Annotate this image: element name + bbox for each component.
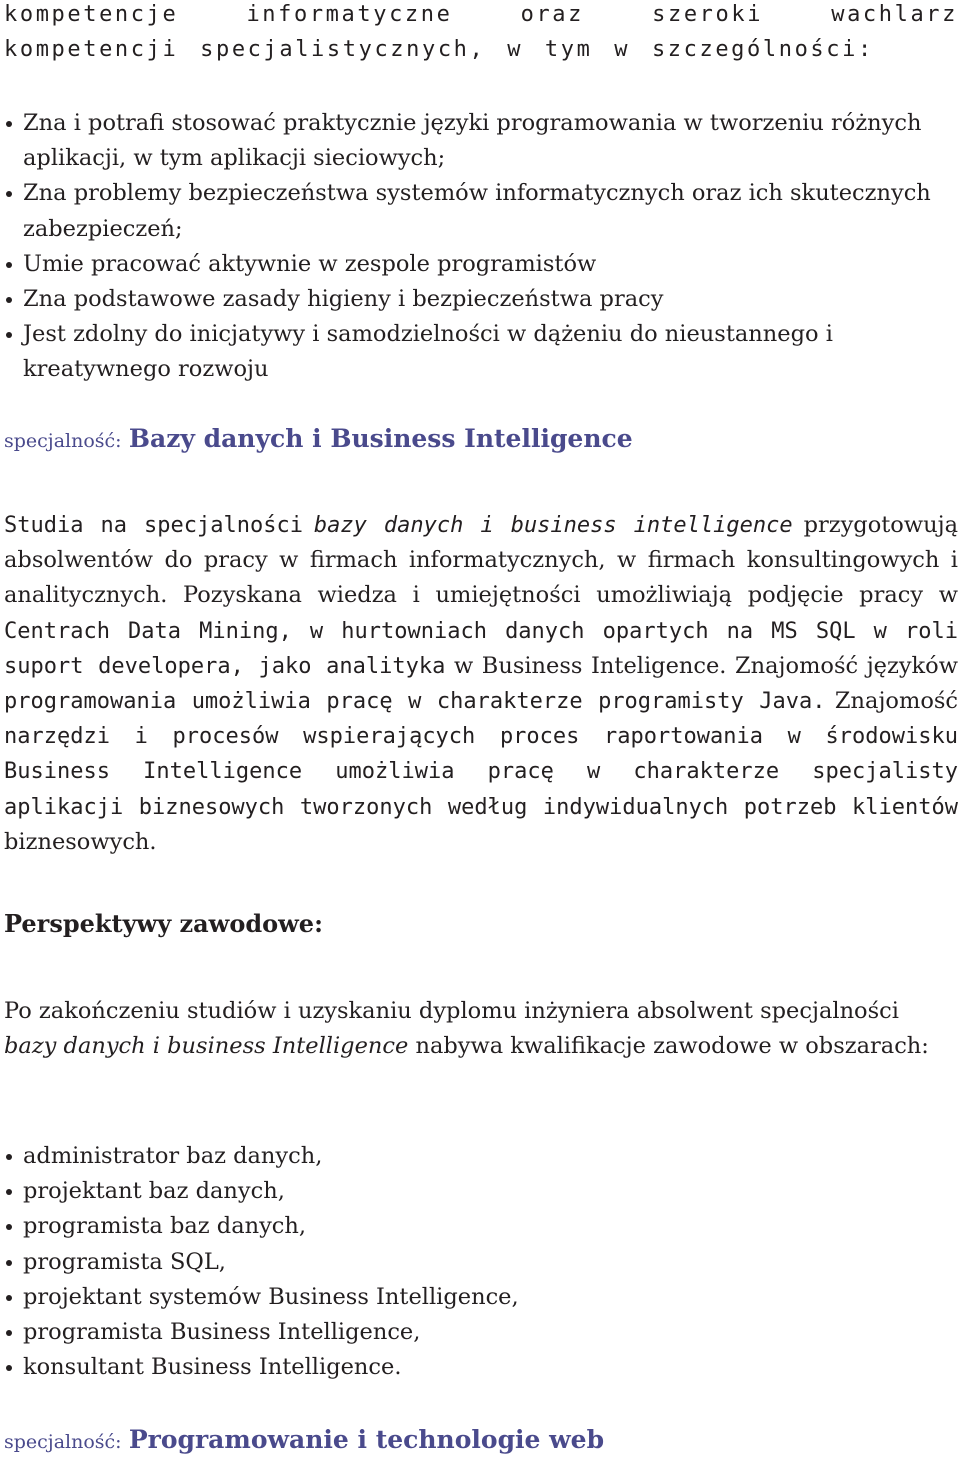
description-paragraph bbox=[4, 508, 958, 860]
specialization-prefix: specjalność: bbox=[4, 1431, 122, 1453]
list-item: programista SQL, bbox=[4, 1245, 958, 1280]
description-italic: bazy danych i business intelligence bbox=[313, 513, 793, 538]
description-part5: Znajomość bbox=[834, 688, 959, 715]
description-part6: narzędzi i procesów wspierających proces raportowania w środowisku Business Intelligence umożliwia pracę w charakterze specjalisty aplikacji biznesowych tworzonych według indywidualnych potrzeb klientów bbox=[4, 724, 958, 820]
intro-paragraph: kompetencje informatyczne oraz szeroki wachlarz kompetencji specjalistycznych, w tym w szczególności: bbox=[4, 2, 958, 62]
list-item: konsultant Business Intelligence. bbox=[4, 1350, 958, 1385]
perspectives-italic: bazy danych i business Intelligence bbox=[4, 1033, 409, 1060]
description-part7: biznesowych. bbox=[4, 828, 157, 855]
description-part4: programowania umożliwia pracę w charakterze programisty Java. bbox=[4, 689, 826, 715]
list-item: Zna problemy bezpieczeństwa systemów informatycznych oraz ich skutecznych zabezpieczeń; bbox=[4, 176, 958, 246]
description-part3: w Business Inteligence. Znajomość języków bbox=[453, 652, 958, 679]
specialization-name: Bazy danych i Business Intelligence bbox=[128, 424, 633, 453]
specialization-name: Programowanie i technologie web bbox=[128, 1425, 605, 1454]
list-item: Zna i potrafi stosować praktycznie języki programowania w tworzeniu różnych aplikacji, w tym aplikacji sieciowych; bbox=[4, 106, 958, 176]
roles-list bbox=[4, 1139, 958, 1385]
list-item: Jest zdolny do inicjatywy i samodzielności w dążeniu do nieustannego i kreatywnego rozwoju bbox=[4, 317, 958, 387]
list-item: programista Business Intelligence, bbox=[4, 1315, 958, 1350]
description-lead: Studia na specjalności bbox=[4, 513, 303, 538]
description-part2: Centrach Data Mining, w hurtowniach danych opartych na MS SQL w roli suport developera, jako analityka bbox=[4, 618, 958, 679]
skills-list bbox=[4, 106, 958, 388]
list-item: Zna podstawowe zasady higieny i bezpieczeństwa pracy bbox=[4, 282, 958, 317]
list-item: programista baz danych, bbox=[4, 1209, 958, 1244]
perspectives-heading: Perspektywy zawodowe: bbox=[4, 909, 323, 938]
perspectives-tail: nabywa kwalifikacje zawodowe w obszarach: bbox=[415, 1033, 929, 1060]
specialization-prefix: specjalność: bbox=[4, 430, 122, 452]
list-item: Umie pracować aktywnie w zespole programistów bbox=[4, 247, 958, 282]
specialization-heading bbox=[4, 424, 958, 453]
description-part1: przygotowują absolwentów do pracy w firmach informatycznych, w firmach konsultingowych i analitycznych. Pozyskana wiedza i umiejętności umożliwiają podjęcie pracy w bbox=[4, 512, 958, 609]
list-item: projektant baz danych, bbox=[4, 1174, 958, 1209]
list-item: administrator baz danych, bbox=[4, 1139, 958, 1174]
perspectives-paragraph bbox=[4, 994, 958, 1064]
perspectives-lead: Po zakończeniu studiów i uzyskaniu dyplomu inżyniera absolwent specjalności bbox=[4, 998, 899, 1024]
specialization-heading bbox=[4, 1425, 958, 1454]
list-item: projektant systemów Business Intelligence, bbox=[4, 1280, 958, 1315]
